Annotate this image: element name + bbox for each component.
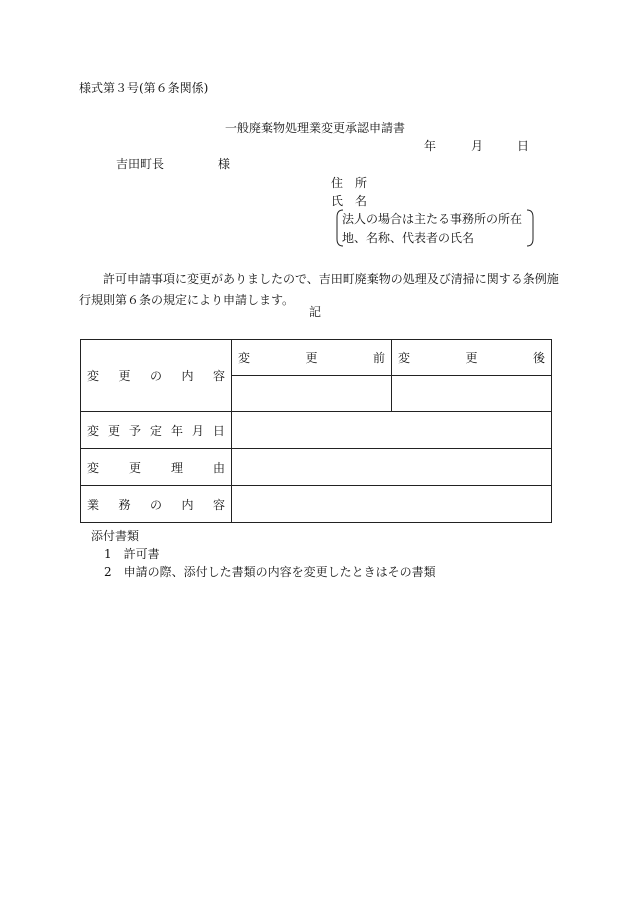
- change-content-label: 変 更 の 内 容: [81, 340, 232, 412]
- application-statement: 許可申請事項に変更がありましたので、吉田町廃棄物の処理及び清掃に関する条例施行規則第６条の規定により申請します。: [79, 272, 559, 307]
- attachments-title: 添付書類: [91, 529, 140, 543]
- change-reason-label: 変 更 理 由: [81, 449, 232, 486]
- before-change-field[interactable]: [232, 376, 392, 412]
- date-year-label: 年: [424, 139, 437, 153]
- addressee-honorific: 様: [218, 157, 231, 171]
- attachment-text: 申請の際、添付した書類の内容を変更したときはその書類: [123, 565, 436, 579]
- corporate-note-bracket: [336, 209, 534, 247]
- scheduled-date-field[interactable]: [232, 412, 552, 449]
- addressee-name: 吉田町長: [116, 157, 165, 171]
- attachment-item: [104, 548, 160, 560]
- attachment-number: 2: [104, 565, 112, 579]
- business-content-label: 業 務 の 内 容: [81, 486, 232, 523]
- attachment-text: 許可書: [123, 547, 160, 561]
- date-day-label: 日: [517, 139, 530, 153]
- change-reason-field[interactable]: [232, 449, 552, 486]
- attachment-item: [104, 566, 436, 578]
- ki-heading: 記: [308, 305, 321, 319]
- name-label: 氏 名: [331, 194, 368, 208]
- document-title: 一般廃棄物処理業変更承認申請書: [224, 121, 405, 135]
- corporate-note-line-1: 法人の場合は主たる事務所の所在: [342, 212, 523, 226]
- form-number: 様式第３号(第６条関係): [79, 81, 209, 95]
- after-change-field[interactable]: [392, 376, 552, 412]
- business-content-field[interactable]: [232, 486, 552, 523]
- before-change-header: 変 更 前: [232, 340, 392, 376]
- after-change-header: 変 更 後: [392, 340, 552, 376]
- address-label: 住 所: [331, 176, 368, 190]
- change-form-table: [80, 339, 552, 523]
- date-month-label: 月: [471, 139, 484, 153]
- attachment-number: 1: [104, 547, 112, 561]
- scheduled-date-label: 変 更 予 定 年 月 日: [81, 412, 232, 449]
- corporate-note-line-2: 地、名称、代表者の氏名: [342, 231, 475, 245]
